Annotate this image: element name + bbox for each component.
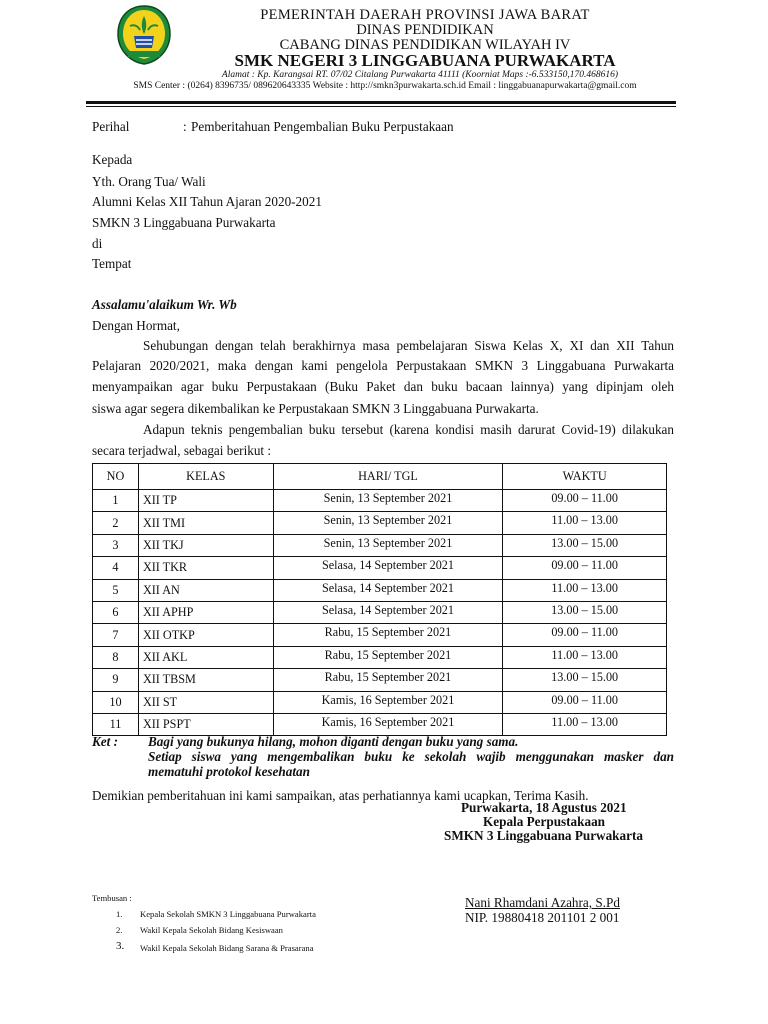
cell-no: 2: [93, 512, 139, 534]
cell-kelas: XII OTKP: [138, 624, 273, 646]
cell-waktu: 13.00 – 15.00: [503, 601, 667, 623]
cell-no: 6: [93, 601, 139, 623]
salutation: Dengan Hormat,: [92, 318, 180, 333]
cell-waktu: 13.00 – 15.00: [503, 669, 667, 691]
closing-text: Demikian pemberitahuan ini kami sampaikan, atas perhatiannya kami ucapkan, Terima Kasih.: [92, 788, 589, 803]
greeting: Assalamu'alaikum Wr. Wb: [92, 297, 237, 312]
cell-waktu: 11.00 – 13.00: [503, 713, 667, 735]
table-row: [93, 691, 667, 713]
letterhead-school-name: SMK NEGERI 3 LINGGABUANA PURWAKARTA: [234, 51, 616, 70]
cell-hari: Selasa, 14 September 2021: [273, 601, 503, 623]
cell-hari: Kamis, 16 September 2021: [273, 713, 503, 735]
cell-kelas: XII AKL: [138, 646, 273, 668]
table-row: [93, 512, 667, 534]
paragraph-line: Pelajaran 2020/2021, maka dengan kami pengelola Perpustakaan SMKN 3 Linggabuana Purwakarta: [92, 358, 674, 373]
table-row: [93, 713, 667, 735]
table-row: [93, 557, 667, 579]
cell-kelas: XII TKJ: [138, 534, 273, 556]
tembusan-item: Wakil Kepala Sekolah Bidang Sarana & Prasarana: [140, 943, 314, 953]
cell-waktu: 11.00 – 13.00: [503, 512, 667, 534]
recipient-line: Yth. Orang Tua/ Wali: [92, 174, 206, 189]
table-row: [93, 669, 667, 691]
cell-hari: Rabu, 15 September 2021: [273, 624, 503, 646]
recipient-line: Tempat: [92, 256, 132, 271]
letterhead-rule-thick: [86, 101, 676, 104]
recipient-line: Alumni Kelas XII Tahun Ajaran 2020-2021: [92, 194, 322, 209]
header-waktu: WAKTU: [503, 464, 667, 490]
cell-no: 10: [93, 691, 139, 713]
cell-no: 11: [93, 713, 139, 735]
table-header-row: [93, 464, 667, 490]
cell-kelas: XII TP: [138, 490, 273, 512]
letterhead-cabang: CABANG DINAS PENDIDIKAN WILAYAH IV: [279, 37, 571, 53]
tembusan-number: 1.: [116, 909, 123, 919]
schedule-table: [92, 463, 667, 736]
cell-waktu: 09.00 – 11.00: [503, 691, 667, 713]
ket-line: Setiap siswa yang mengembalikan buku ke sekolah wajib menggunakan masker dan: [148, 749, 674, 764]
cell-hari: Selasa, 14 September 2021: [273, 579, 503, 601]
table-row: [93, 579, 667, 601]
cell-waktu: 11.00 – 13.00: [503, 646, 667, 668]
cell-hari: Senin, 13 September 2021: [273, 534, 503, 556]
cell-kelas: XII TMI: [138, 512, 273, 534]
cell-hari: Selasa, 14 September 2021: [273, 557, 503, 579]
signature-institution: SMKN 3 Linggabuana Purwakarta: [444, 828, 643, 843]
cell-hari: Kamis, 16 September 2021: [273, 691, 503, 713]
header-kelas: KELAS: [138, 464, 273, 490]
perihal-value: Pemberitahuan Pengembalian Buku Perpustakaan: [191, 119, 454, 134]
ket-line: mematuhi protokol kesehatan: [148, 764, 310, 779]
cell-waktu: 09.00 – 11.00: [503, 557, 667, 579]
table-row: [93, 601, 667, 623]
header-no: NO: [93, 464, 139, 490]
cell-no: 9: [93, 669, 139, 691]
cell-kelas: XII TBSM: [138, 669, 273, 691]
signature-position: Kepala Perpustakaan: [483, 814, 605, 829]
header-hari: HARI/ TGL: [273, 464, 503, 490]
ket-line: Bagi yang bukunya hilang, mohon diganti dengan buku yang sama.: [148, 734, 519, 749]
letterhead-address: Alamat : Kp. Karangsai RT. 07/02 Citalang Purwakarta 41111 (Koorniat Maps :-6.533150,170.468616): [221, 70, 619, 80]
paragraph-line: menyampaikan agar buku Perpustakaan (Buku Paket dan buku bacaan lainnya) yang dipinjam oleh: [92, 379, 674, 394]
letterhead-government: PEMERINTAH DAERAH PROVINSI JAWA BARAT: [260, 7, 590, 23]
perihal-colon: :: [183, 119, 187, 134]
cell-no: 1: [93, 490, 139, 512]
cell-kelas: XII AN: [138, 579, 273, 601]
paragraph-line: secara terjadwal, sebagai berikut :: [92, 443, 272, 458]
tembusan-number: 2.: [116, 925, 123, 935]
table-row: [93, 624, 667, 646]
recipient-line: SMKN 3 Linggabuana Purwakarta: [92, 215, 276, 230]
provincial-logo: [116, 4, 172, 66]
recipient-line: di: [92, 236, 103, 251]
paragraph-line: siswa agar segera dikembalikan ke Perpustakaan SMKN 3 Linggabuana Purwakarta.: [92, 401, 539, 416]
letterhead-contact: SMS Center : (0264) 8396735/ 089620643335 Website : http://smkn3purwakarta.sch.id Email : linggabuanapurwakarta@gmail.com: [133, 81, 637, 91]
cell-waktu: 11.00 – 13.00: [503, 579, 667, 601]
ket-label: Ket :: [92, 734, 119, 749]
tembusan-item: Kepala Sekolah SMKN 3 Linggabuana Purwakarta: [140, 909, 316, 919]
paragraph-line: Adapun teknis pengembalian buku tersebut (karena kondisi masih darurat Covid-19) dilakukan: [143, 422, 674, 437]
cell-no: 7: [93, 624, 139, 646]
letterhead-dinas: DINAS PENDIDIKAN: [356, 22, 494, 38]
table-row: [93, 490, 667, 512]
signature-nip: NIP. 19880418 201101 2 001: [465, 910, 620, 925]
cell-waktu: 09.00 – 11.00: [503, 624, 667, 646]
cell-kelas: XII APHP: [138, 601, 273, 623]
cell-hari: Rabu, 15 September 2021: [273, 669, 503, 691]
cell-waktu: 13.00 – 15.00: [503, 534, 667, 556]
recipient-line: Kepada: [92, 152, 133, 167]
perihal-label: Perihal: [92, 119, 130, 134]
cell-kelas: XII PSPT: [138, 713, 273, 735]
signature-name: Nani Rhamdani Azahra, S.Pd: [465, 895, 620, 910]
signature-place-date: Purwakarta, 18 Agustus 2021: [461, 800, 627, 815]
tembusan-label: Tembusan :: [92, 893, 132, 903]
cell-hari: Senin, 13 September 2021: [273, 512, 503, 534]
cell-no: 8: [93, 646, 139, 668]
letterhead-rule-thin: [86, 106, 676, 107]
cell-no: 3: [93, 534, 139, 556]
cell-no: 4: [93, 557, 139, 579]
cell-waktu: 09.00 – 11.00: [503, 490, 667, 512]
cell-no: 5: [93, 579, 139, 601]
tembusan-item: Wakil Kepala Sekolah Bidang Kesiswaan: [140, 925, 283, 935]
cell-hari: Rabu, 15 September 2021: [273, 646, 503, 668]
cell-kelas: XII ST: [138, 691, 273, 713]
cell-hari: Senin, 13 September 2021: [273, 490, 503, 512]
tembusan-number: 3.: [116, 940, 125, 952]
cell-kelas: XII TKR: [138, 557, 273, 579]
table-row: [93, 646, 667, 668]
paragraph-line: Sehubungan dengan telah berakhirnya masa pembelajaran Siswa Kelas X, XI dan XII Tahun: [143, 338, 674, 353]
table-row: [93, 534, 667, 556]
